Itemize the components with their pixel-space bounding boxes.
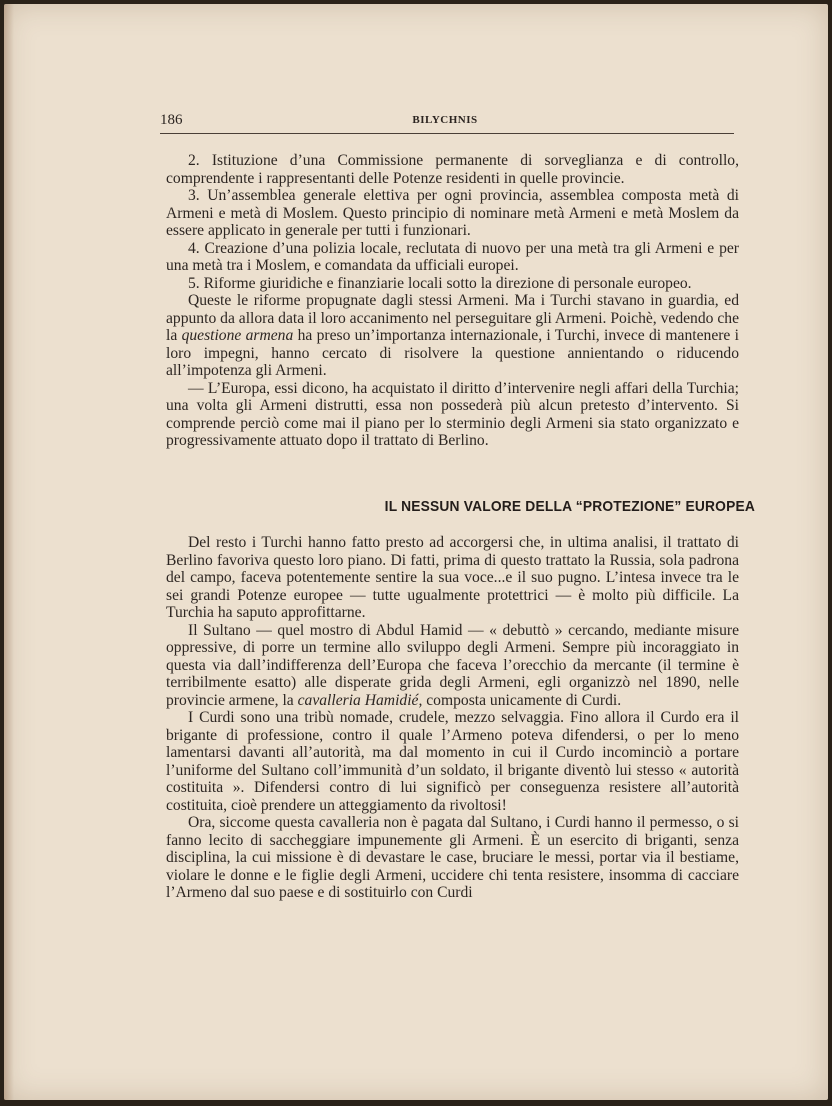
running-header (160, 110, 730, 130)
paragraph: Del resto i Turchi hanno fatto presto ad accorgersi che, in ultima analisi, il trattato di Berlino favoriva questo loro piano. Di fatti, prima di questo trattato la Russia, sola padrona del campo, faceva potentemente sentire la sua voce...e il suo pugno. L’intesa invece tra le sei grandi Potenze europee — tutte ugualmente protettrici — è molto più difficile. La Turchia ha saputo approfittarne. (166, 534, 739, 621)
scanned-page (4, 4, 828, 1100)
paragraph: I Curdi sono una tribù nomade, crudele, mezzo selvaggia. Fino allora il Curdo era il brigante di professione, contro il quale l’Armeno poteva difendersi, o per lo meno lamentarsi davanti all’autorità, ma dal momento in cui il Curdo incominciò a portare l’uniforme del Sultano coll’immunità d’un soldato, il brigante diventò lui stesso « autorità costituita ». Difendersi contro di lui significò per conseguenza resistere all’autorità costituita, cioè prendere un atteggiamento da rivoltosi! (166, 709, 739, 814)
paragraph: — L’Europa, essi dicono, ha acquistato il diritto d’intervenire negli affari della Turchia; una volta gli Armeni distrutti, essa non possederà più alcun pretesto d’intervento. Si comprende perciò come mai il piano per lo sterminio degli Armeni sia stato organizzato e progressivamente attuato dopo il trattato di Berlino. (166, 379, 739, 449)
italic-term: cavalleria Hamidié, (297, 691, 423, 709)
paragraph: 5. Riforme giuridiche e finanziarie locali sotto la direzione di personale europeo. (188, 274, 692, 292)
italic-term: questione armena (181, 327, 294, 344)
reform-list-section (166, 152, 739, 450)
paragraph (166, 622, 739, 710)
text-run: composta unicamente di Curdi. (422, 691, 622, 709)
text-run: Queste le riforme propugnate dagli stessi Armeni. Ma i Turchi stavano in guardia, ed appunto da allora data il loro accanimento nel perseguitare gli Armeni. Poichè, vedendo che la (166, 292, 739, 344)
paragraph (166, 292, 739, 380)
paragraph: 3. Un’assemblea generale elettiva per ogni provincia, assemblea composta metà di Armeni e metà di Moslem. Questo principio di nominare metà Armeni e metà Moslem da essere applicato in generale per tutti i funzionari. (166, 187, 739, 239)
text-run: Il Sultano — quel mostro di Abdul Hamid — « debuttò » cercando, mediante misure oppressive, di porre un termine allo sviluppo degli Armeni. Sempre più incoraggiato in questa via dall’indifferenza dell’Europa che faceva l’orecchio da mercante (il termine è terribilmente esatto) alle disperate grida degli Armeni, egli organizzò nel 1890, nelle provincie armene, la (166, 621, 739, 709)
journal-title: BILYCHNIS (412, 114, 478, 126)
paragraph: Ora, siccome questa cavalleria non è pagata dal Sultano, i Curdi hanno il permesso, o si fanno lecito di saccheggiare impunemente gli Armeni. È un esercito di briganti, senza disciplina, la cui missione è di devastare le case, bruciare le messi, portar via il bestiame, violare le donne e le figlie degli Armeni, uccidere chi tenta resistere, insomma di cacciare l’Armeno dal suo paese e di sostituirlo con Curdi (166, 814, 739, 901)
paragraph: 4. Creazione d’una polizia locale, reclutata di nuovo per una metà tra gli Armeni e per una metà tra i Moslem, e comandata da ufficiali europei. (166, 239, 739, 274)
text-run: ha preso un’importanza internazionale, i Turchi, invece di mantenere i loro impegni, hanno cercato di risolvere la questione annientando o riducendo all’impotenza gli Armeni. (166, 327, 739, 379)
protection-section (166, 534, 739, 902)
page-number: 186 (160, 112, 183, 128)
header-rule (160, 133, 734, 134)
section-heading: IL NESSUN VALORE DELLA “PROTEZIONE” EUROPEA (384, 498, 755, 515)
paragraph: 2. Istituzione d’una Commissione permanente di sorveglianza e di controllo, comprendente i rappresentanti delle Potenze residenti in quelle provincie. (166, 152, 739, 187)
